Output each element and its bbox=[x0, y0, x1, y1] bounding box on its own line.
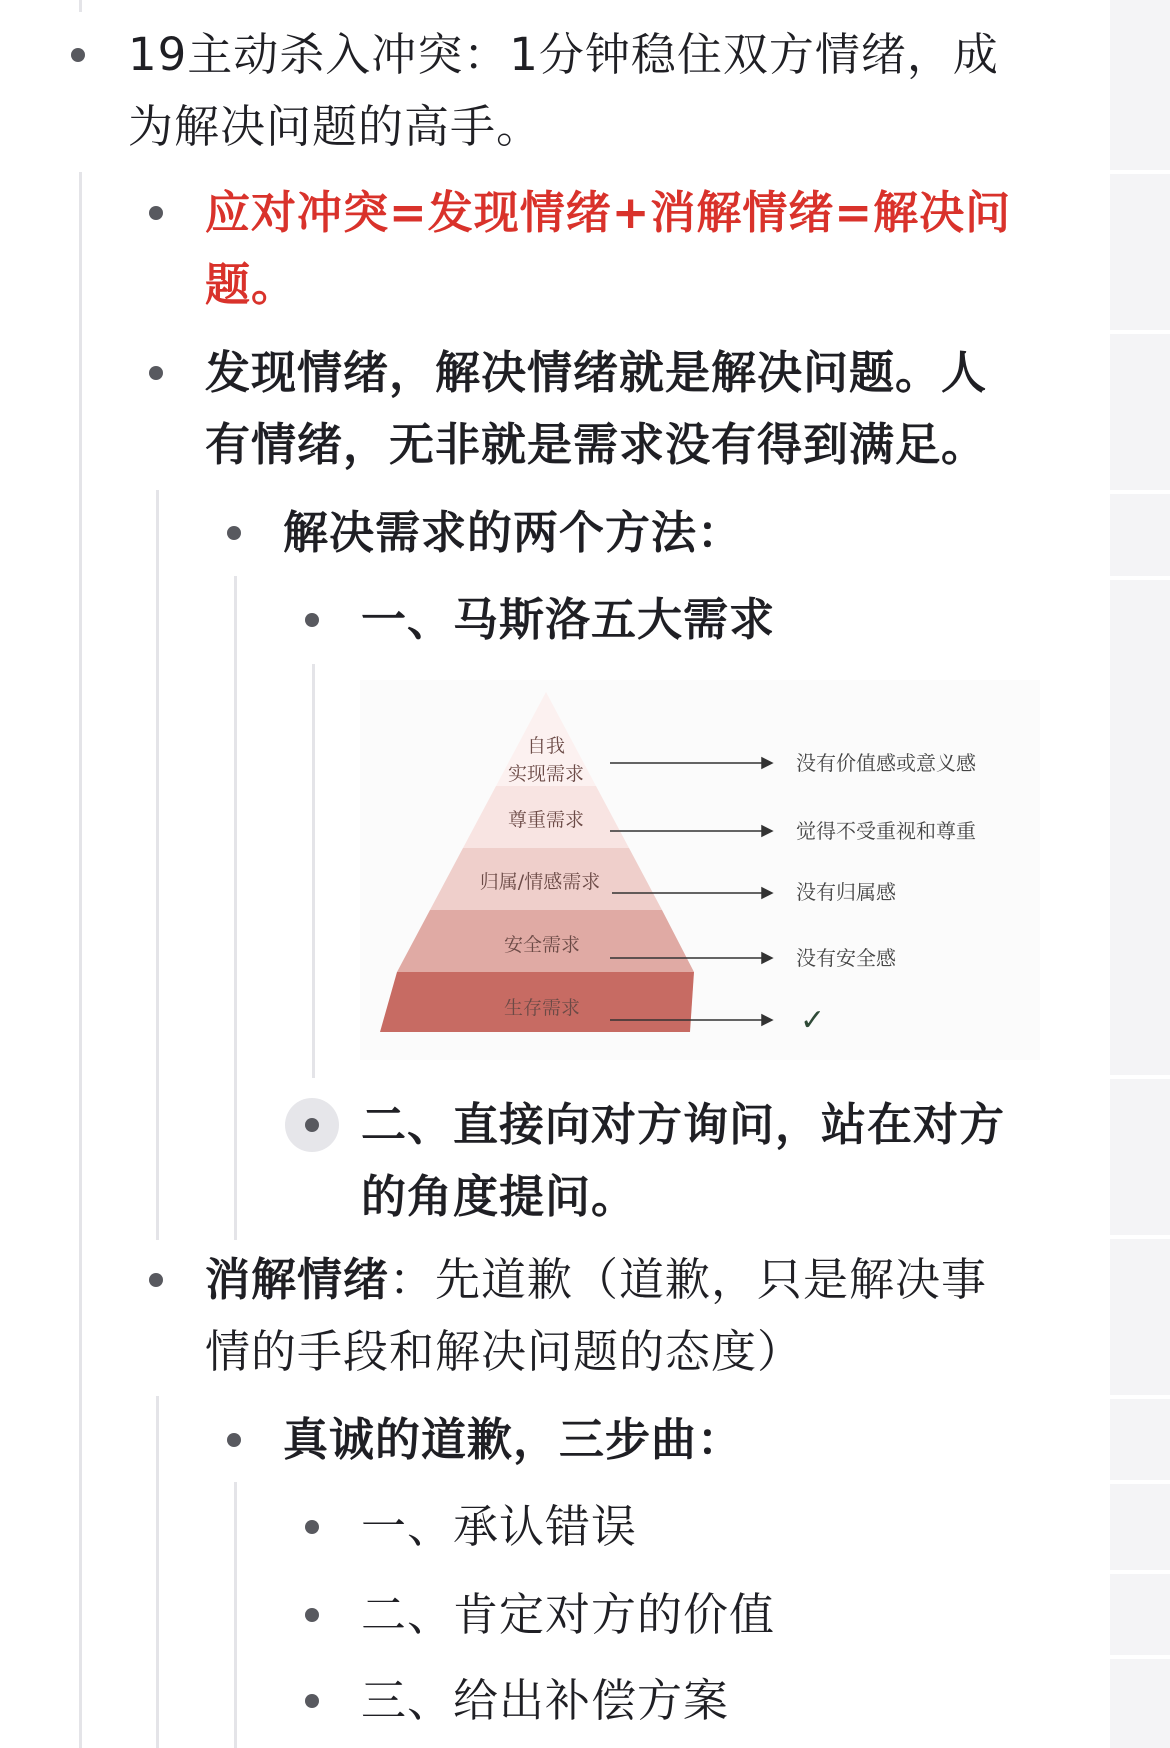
pyramid-effect: 觉得不受重视和尊重 bbox=[796, 819, 976, 843]
outline-node-find-emotion-cont: 有情绪，无非就是需求没有得到满足。 bbox=[205, 418, 988, 471]
outline-node-find-emotion: 发现情绪，解决情绪就是解决问题。人 bbox=[205, 346, 988, 399]
outline-node-title-cont: 为解决问题的高手。 bbox=[128, 100, 543, 153]
outline-node-step-2: 二、肯定对方的价值 bbox=[361, 1588, 776, 1641]
pyramid-effect: 没有安全感 bbox=[796, 946, 896, 970]
outline-node-dissolve-emotion bbox=[205, 1244, 987, 1316]
outline-node-two-methods: 解决需求的两个方法： bbox=[283, 506, 744, 559]
outline-bullet[interactable] bbox=[227, 1433, 241, 1447]
outline-bullet[interactable] bbox=[305, 1694, 319, 1708]
outline-bullet[interactable] bbox=[305, 613, 319, 627]
indent-guide bbox=[79, 172, 82, 1748]
indent-guide bbox=[156, 1396, 159, 1748]
indent-guide bbox=[234, 1482, 237, 1748]
pyramid-effect: 没有归属感 bbox=[796, 880, 896, 904]
outline-node-title: 19主动杀入冲突：1分钟稳住双方情绪，成 bbox=[128, 28, 999, 81]
outline-node-formula: 应对冲突=发现情绪+消解情绪=解决问 bbox=[205, 186, 1012, 239]
outline-node-ask-directly: 二、直接向对方询问，站在对方 bbox=[361, 1098, 1006, 1151]
pyramid-label: 归属/情感需求 bbox=[479, 871, 601, 893]
outline-bullet[interactable] bbox=[71, 48, 85, 62]
outline-node-dissolve-emotion-cont: 情的手段和解决问题的态度） bbox=[205, 1325, 804, 1378]
pyramid-label: 安全需求 bbox=[503, 934, 581, 956]
pyramid-effect: 没有价值感或意义感 bbox=[796, 751, 976, 775]
pyramid-label: 尊重需求 bbox=[507, 809, 585, 831]
outline-node-formula-cont: 题。 bbox=[205, 258, 298, 311]
outline-bullet[interactable] bbox=[149, 366, 163, 380]
indent-guide bbox=[234, 576, 237, 1240]
outline-bullet[interactable] bbox=[305, 1608, 319, 1622]
pyramid-label: 自我 bbox=[526, 735, 566, 757]
maslow-pyramid-image bbox=[360, 680, 1040, 1060]
outline-node-maslow: 一、马斯洛五大需求 bbox=[361, 593, 776, 646]
check-icon: ✓ bbox=[800, 1003, 826, 1038]
pyramid-label: 生存需求 bbox=[503, 997, 581, 1019]
dissolve-emotion-label: 消解情绪 bbox=[205, 1253, 390, 1306]
outline-bullet[interactable] bbox=[227, 526, 241, 540]
outline-node-step-3: 三、给出补偿方案 bbox=[361, 1674, 730, 1727]
outline-bullet[interactable] bbox=[149, 206, 163, 220]
outline-bullet[interactable] bbox=[305, 1118, 319, 1132]
outline-bullet[interactable] bbox=[149, 1273, 163, 1287]
outline-node-ask-directly-cont: 的角度提问。 bbox=[361, 1170, 638, 1223]
outline-node-step-1: 一、承认错误 bbox=[361, 1500, 638, 1553]
indent-guide bbox=[79, 0, 82, 12]
indent-guide bbox=[156, 490, 159, 1240]
outline-node-apology-steps: 真诚的道歉，三步曲： bbox=[283, 1413, 744, 1466]
indent-guide bbox=[312, 664, 315, 1078]
dissolve-emotion-text: ：先道歉（道歉，只是解决事 bbox=[389, 1253, 988, 1306]
outline-bullet[interactable] bbox=[305, 1520, 319, 1534]
fold-gutter bbox=[1110, 0, 1170, 1748]
pyramid-label: 实现需求 bbox=[507, 763, 585, 785]
maslow-pyramid-svg bbox=[360, 680, 1040, 1060]
